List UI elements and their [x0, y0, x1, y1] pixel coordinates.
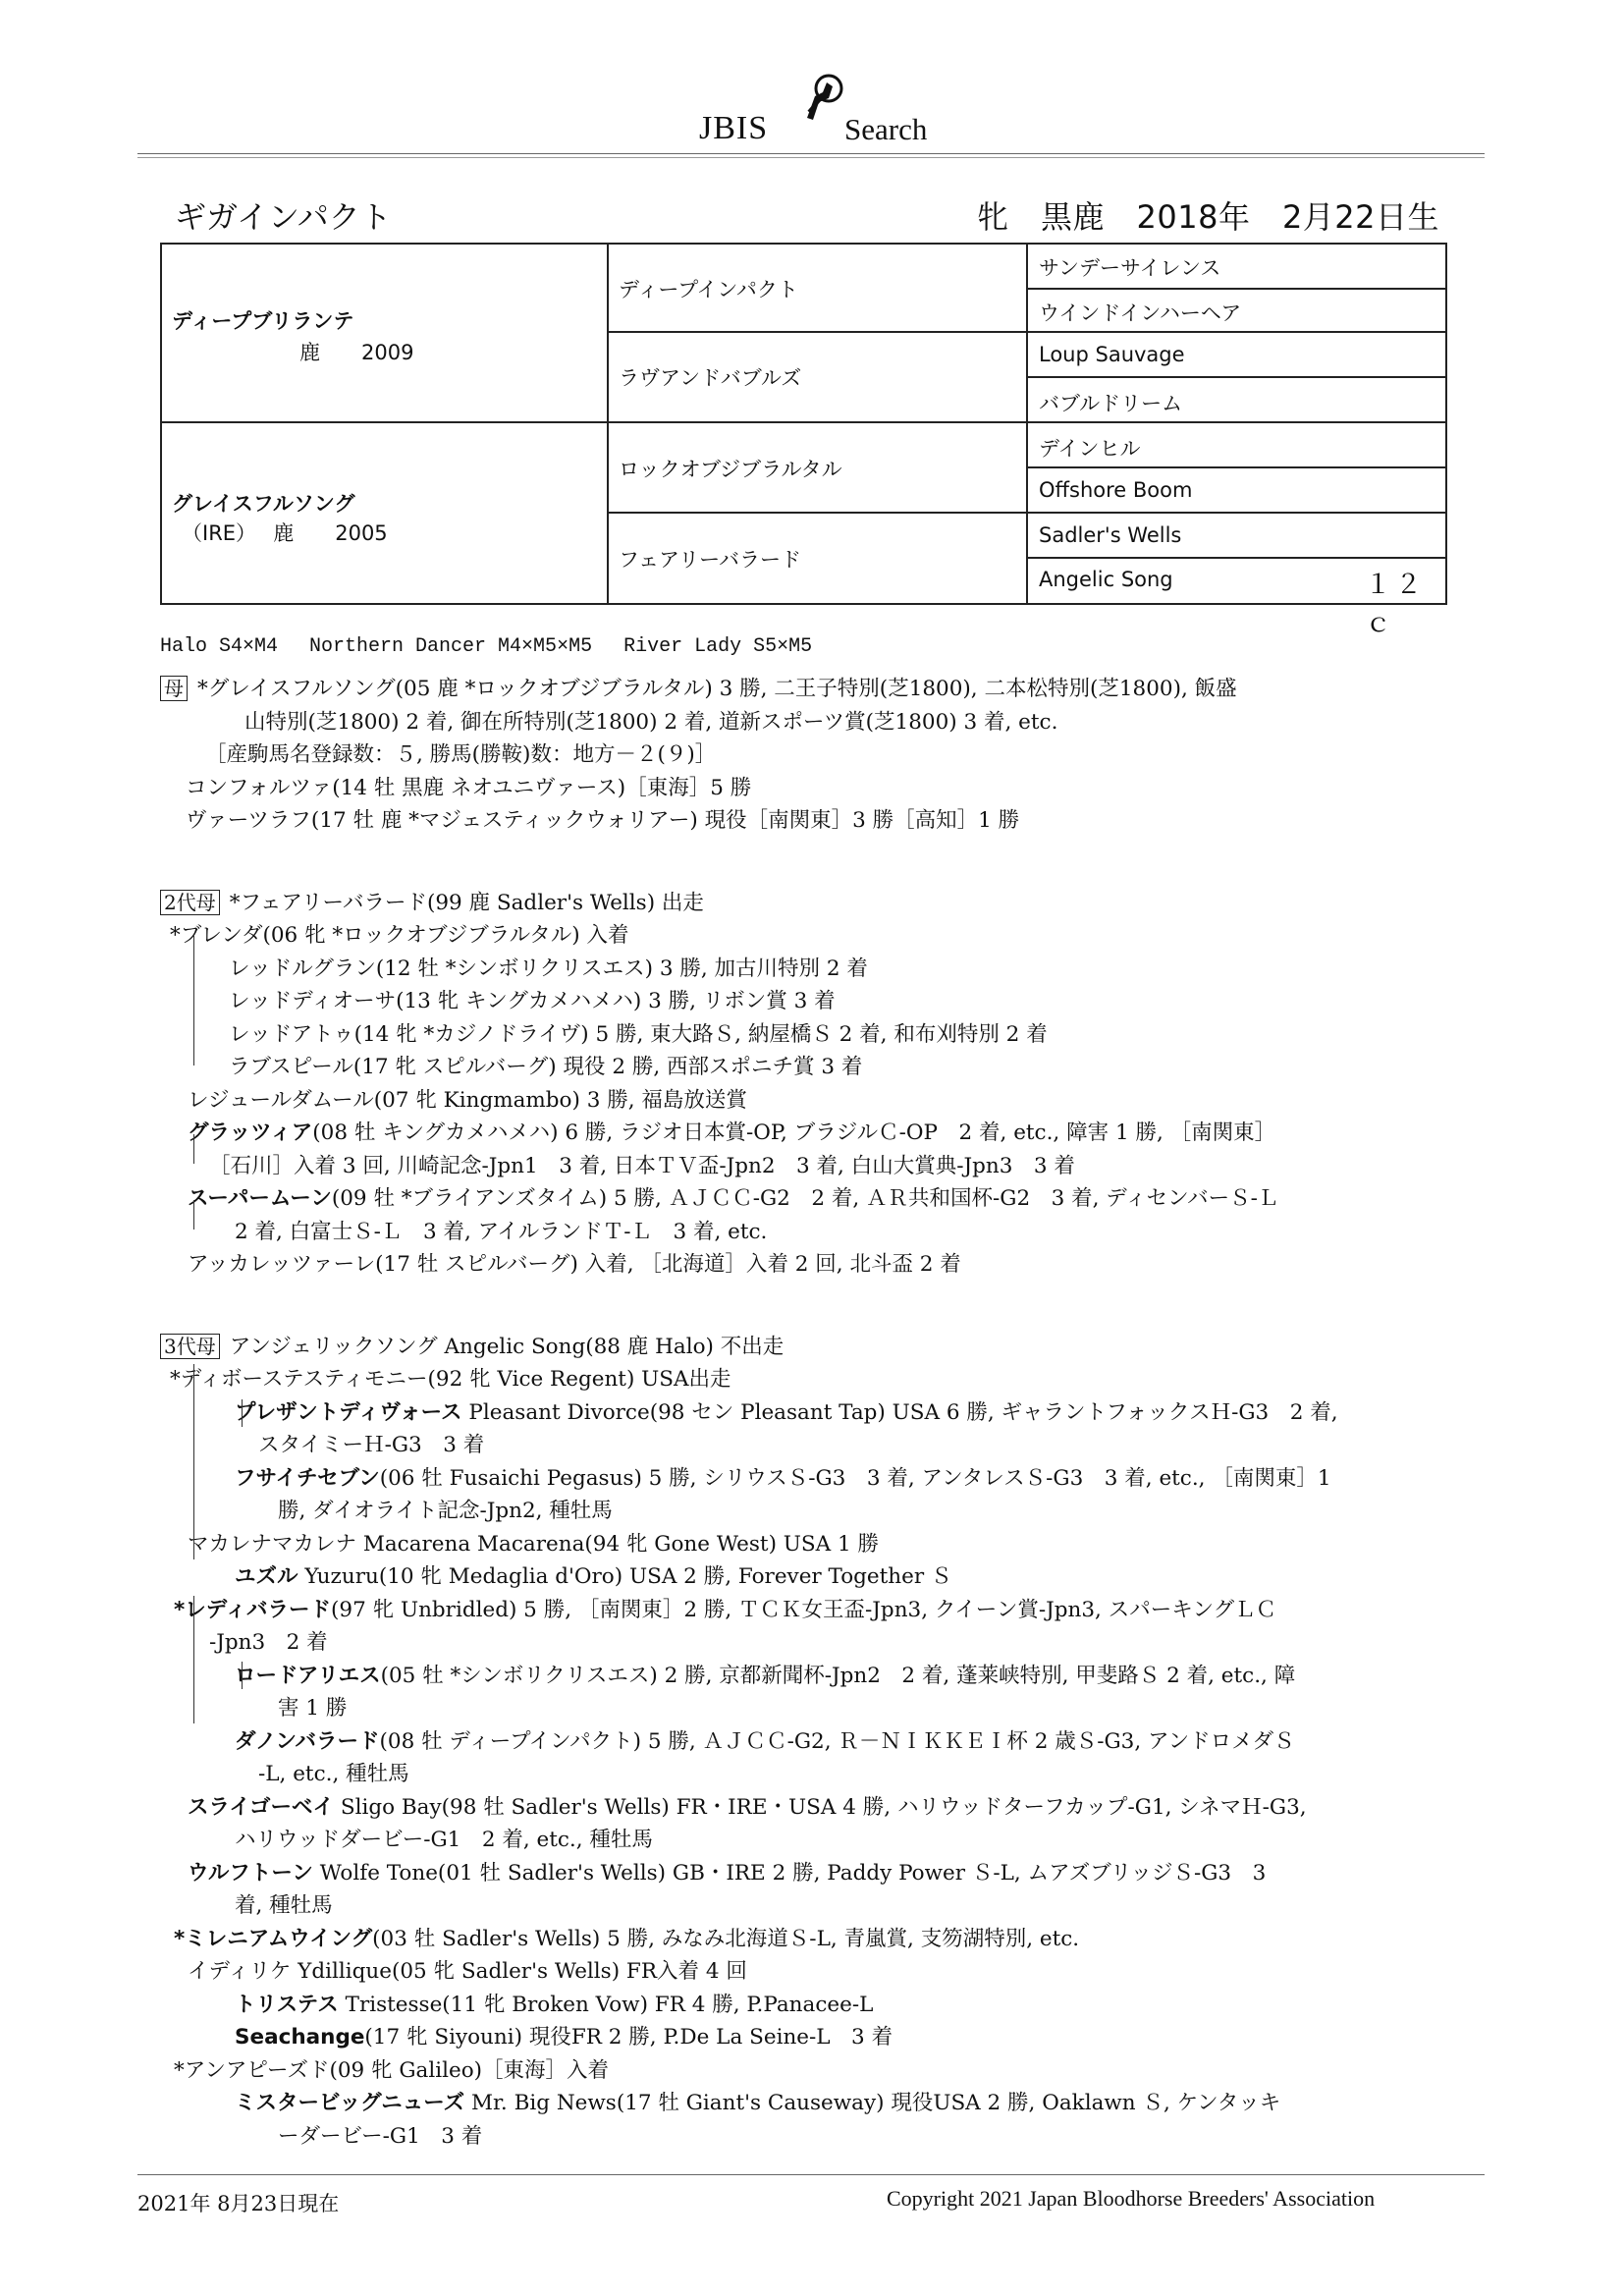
- gen3-4: バブルドリーム: [1039, 392, 1183, 415]
- record-text: Mr. Big News(17 牡 Giant's Causeway) 現役USA 2 勝, Oaklawn Ｓ, ケンタッキ: [464, 2091, 1281, 2115]
- horse-name-bold: スーパームーン: [188, 1186, 332, 1211]
- record-text: ハリウッドダービー-G1 2 着, etc., 種牡馬: [235, 1828, 653, 1852]
- record-text: *グレイスフルソング(05 鹿 *ロックオブジブラルタル) 3 勝, 二王子特別(芝1800), 二本松特別(芝1800), 飯盛: [197, 677, 1237, 701]
- record-text: スタイミーＨ-G3 3 着: [258, 1433, 485, 1457]
- list-item: [160, 804, 1495, 838]
- record-text: ヴァーツラフ(17 牡 鹿 *マジェスティックウォリアー) 現役［南関東］3 勝［高知］1 勝: [186, 808, 1020, 833]
- list-item: [160, 1889, 1495, 1923]
- divider: [1026, 557, 1445, 559]
- horse-name-bold: グラッツィア: [188, 1121, 313, 1145]
- record-text: レッドアトゥ(14 牝 *カジノドライヴ) 5 勝, 東大路Ｓ, 納屋橋Ｓ 2 着, 和布刈特別 2 着: [229, 1021, 1048, 1047]
- list-item: [160, 985, 1495, 1018]
- record-text: ［石川］入着 3 回, 川崎記念-Jpn1 3 着, 日本ＴＶ盃-Jpn2 3 着, 白山大賞典-Jpn3 3 着: [209, 1153, 1075, 1178]
- horse-name-bold: *ミレニアムウイング: [174, 1926, 373, 1951]
- record-text: *ディボーステスティモニー(92 牝 Vice Regent) USA出走: [170, 1367, 731, 1392]
- list-item: [160, 1725, 1495, 1759]
- record-text: マカレナマカレナ Macarena Macarena(94 牝 Gone West) USA 1 勝: [188, 1531, 880, 1557]
- list-item: [160, 2087, 1495, 2120]
- footer-date: 2021年 8月23日現在: [137, 2192, 340, 2215]
- divider: [607, 245, 609, 603]
- gen2-1: ディープインパクト: [619, 278, 798, 301]
- pedigree-table: [160, 243, 1447, 638]
- family-records: [160, 673, 1495, 2153]
- list-item: [160, 1955, 1495, 1989]
- horse-name-bold: Seachange: [235, 2025, 365, 2050]
- list-item: [160, 1462, 1495, 1496]
- record-text: アッカレッツァーレ(17 牡 スピルバーグ) 入着, ［北海道］入着 2 回, 北斗盃 2 着: [188, 1252, 961, 1277]
- gen3-3: Loup Sauvage: [1039, 343, 1185, 366]
- list-item: [160, 772, 1495, 805]
- record-text: (17 牝 Siyouni) 現役FR 2 勝, P.De La Seine-L 3 着: [364, 2025, 893, 2050]
- list-item: [160, 1084, 1495, 1118]
- horse-name-bold: ミスタービッグニューズ: [235, 2091, 465, 2115]
- record-text: -L, etc., 種牡馬: [258, 1762, 409, 1786]
- list-item: [160, 887, 1495, 920]
- list-item: [160, 1182, 1495, 1216]
- list-item: [160, 1363, 1495, 1396]
- tree-bar: [193, 1134, 194, 1164]
- list-item: [160, 1824, 1495, 1857]
- divider: [1026, 376, 1445, 378]
- record-text: (06 牡 Fusaichi Pegasus) 5 勝, シリウスＳ-G3 3 着, アンタレスＳ-G3 3 着, etc., ［南関東］1: [379, 1465, 1331, 1491]
- gen2-2: ラヴアンドバブルズ: [619, 366, 802, 390]
- gen3-5: デインヒル: [1039, 437, 1141, 461]
- divider: [1026, 466, 1445, 468]
- gen3-7: Sadler's Wells: [1039, 523, 1182, 547]
- record-text: (03 牡 Sadler's Wells) 5 勝, みなみ北海道Ｓ-L, 青嵐賞, 支笏湖特別, etc.: [372, 1926, 1080, 1951]
- record-text: イディリケ Ydillique(05 牝 Sadler's Wells) FR入着 4 回: [188, 1959, 747, 1984]
- horse-name-bold: トリステス: [235, 1992, 339, 2017]
- list-item: [160, 1660, 1495, 1693]
- list-item: [160, 1594, 1495, 1627]
- horse-name-bold: ダノンバラード: [235, 1728, 380, 1754]
- horse-name-bold: ウルフトーン: [188, 1860, 313, 1886]
- horse-name-bold: *レディバラード: [174, 1597, 332, 1622]
- record-text: -Jpn3 2 着: [209, 1630, 328, 1655]
- list-item: [160, 2120, 1495, 2154]
- list-item: [160, 1857, 1495, 1890]
- list-item: [160, 1248, 1495, 1282]
- horse-name-bold: ロードアリエス: [235, 1663, 381, 1688]
- gen2-4: フェアリーバラード: [619, 548, 802, 572]
- footer-copyright: Copyright 2021 Japan Bloodhorse Breeders' Association: [887, 2186, 1376, 2211]
- record-text: Yuzuru(10 牝 Medaglia d'Oro) USA 2 勝, Forever Together Ｓ: [298, 1564, 952, 1589]
- list-item: [160, 1495, 1495, 1528]
- list-item: [160, 1018, 1495, 1052]
- list-item: [160, 1923, 1495, 1956]
- list-item: [160, 1150, 1495, 1183]
- dam-name: グレイスフルソング: [172, 492, 355, 516]
- logo-jbis: JBIS: [699, 110, 769, 146]
- record-text: (05 牡 *シンボリクリスエス) 2 勝, 京都新聞杯-Jpn2 2 着, 蓬莱峡特別, 甲斐路Ｓ 2 着, etc., 障: [380, 1663, 1296, 1688]
- divider: [1026, 245, 1028, 603]
- tree-bar: [242, 1662, 243, 1689]
- header-rule: [137, 153, 1485, 158]
- record-text: 害 1 勝: [278, 1696, 348, 1721]
- record-text: 2 着, 白富士Ｓ-Ｌ 3 着, アイルランドＴ-Ｌ 3 着, etc.: [235, 1219, 768, 1244]
- list-item: [160, 673, 1495, 706]
- horse-name-bold: フサイチセブン: [235, 1465, 380, 1491]
- divider: [607, 331, 1445, 333]
- list-item: [160, 1626, 1495, 1660]
- list-item: [160, 1528, 1495, 1561]
- list-item: [160, 1692, 1495, 1725]
- list-item: [160, 2021, 1495, 2054]
- record-text: *ブレンダ(06 牝 *ロックオブジブラルタル) 入着: [170, 923, 629, 948]
- jbis-search-logo: [699, 98, 935, 147]
- dam-info: （IRE） 鹿 2005: [182, 521, 388, 545]
- record-text: *フェアリーバラード(99 鹿 Sadler's Wells) 出走: [229, 890, 704, 915]
- tree-bar: [193, 1364, 194, 1531]
- sire-info: 鹿 2009: [299, 341, 414, 364]
- record-text: Pleasant Divorce(98 セン Pleasant Tap) USA 6 勝, ギャラントフォックスＨ-G3 2 着,: [461, 1399, 1338, 1425]
- record-text: Wolfe Tone(01 牡 Sadler's Wells) GB・IRE 2 勝, Paddy Power Ｓ-L, ムアズブリッジＳ-G3 3: [312, 1860, 1267, 1886]
- list-item: [160, 919, 1495, 953]
- tree-bar: [193, 1596, 194, 1723]
- record-text: Tristesse(11 牝 Broken Vow) FR 4 勝, P.Panacee-L: [338, 1992, 874, 2017]
- record-text: レジュールダムール(07 牝 Kingmambo) 3 勝, 福島放送賞: [188, 1087, 747, 1113]
- divider: [162, 421, 1445, 423]
- horse-name-bold: スライゴーベイ: [188, 1794, 334, 1820]
- list-item: [160, 1989, 1495, 2022]
- tree-bar: [193, 1530, 194, 1559]
- family-number: １２ｃ: [1365, 570, 1426, 638]
- gen3-6: Offshore Boom: [1039, 478, 1193, 502]
- record-text: 勝, ダイオライト記念-Jpn2, 種牡馬: [278, 1499, 613, 1523]
- list-item: [160, 1051, 1495, 1084]
- list-item: [160, 706, 1495, 739]
- section-tag-2nd-dam: 2代母: [160, 890, 220, 915]
- logo-search: Search: [844, 112, 928, 146]
- list-item: [160, 738, 1495, 772]
- list-item: [160, 1331, 1495, 1364]
- record-text: (08 牡 ディープインパクト) 5 勝, ＡＪＣＣ-G2, Ｒ－ＮＩＫＫＥＩ杯 2 歳Ｓ-G3, アンドロメダＳ: [379, 1728, 1295, 1754]
- record-text: ［産駒馬名登録数：５, 勝馬(勝鞍)数：地方－２(９)］: [205, 742, 717, 767]
- list-item: [160, 2054, 1495, 2088]
- divider: [1026, 288, 1445, 290]
- gen2-3: ロックオブジブラルタル: [619, 458, 842, 481]
- list-item: [160, 1117, 1495, 1150]
- divider: [607, 512, 1445, 514]
- gen3-8: Angelic Song: [1039, 568, 1173, 591]
- horse-name: ギガインパクト: [175, 198, 392, 236]
- record-text: アンジェリックソング Angelic Song(88 鹿 Halo) 不出走: [229, 1334, 785, 1359]
- horse-details: 牝 黒鹿 2018年 2月22日生: [977, 198, 1440, 236]
- record-text: (08 牡 キングカメハメハ) 6 勝, ラジオ日本賞-OP, ブラジルＣ-OP 2 着, etc., 障害 1 勝, ［南関東］: [312, 1121, 1276, 1145]
- horse-name-bold: ユズル: [235, 1564, 298, 1589]
- record-text: *アンアピーズド(09 牝 Galileo)［東海］入着: [174, 2057, 610, 2083]
- footer-rule: [137, 2174, 1485, 2175]
- list-item: [160, 1396, 1495, 1430]
- horse-name-bold: プレザントディヴォース: [235, 1399, 462, 1425]
- record-text: Sligo Bay(98 牡 Sadler's Wells) FR・IRE・USA 4 勝, ハリウッドターフカップ-G1, シネマＨ-G3,: [334, 1794, 1307, 1820]
- record-text: 着, 種牡馬: [235, 1893, 333, 1918]
- tree-bar: [242, 1399, 243, 1427]
- inbreeding-line: Halo S4×M4 Northern Dancer M4×M5×M5 River Lady S5×M5: [160, 635, 813, 658]
- tree-bar: [193, 1200, 194, 1230]
- record-text: レッドルグラン(12 牡 *シンボリクリスエス) 3 勝, 加古川特別 2 着: [229, 956, 868, 981]
- record-text: (97 牝 Unbridled) 5 勝, ［南関東］2 勝, ＴＣＫ女王盃-Jpn3, クイーン賞-Jpn3, スパーキングＬＣ: [331, 1597, 1277, 1622]
- record-text: (09 牡 *ブライアンズタイム) 5 勝, ＡＪＣＣ-G2 2 着, ＡＲ共和国杯-G2 3 着, ディセンバーＳ-Ｌ: [331, 1186, 1279, 1211]
- record-text: ーダービー-G1 3 着: [278, 2123, 483, 2149]
- list-item: [160, 1791, 1495, 1825]
- list-item: [160, 1429, 1495, 1462]
- section-tag-dam: 母: [160, 676, 188, 701]
- gen3-1: サンデーサイレンス: [1039, 256, 1221, 280]
- list-item: [160, 953, 1495, 986]
- list-item: [160, 1216, 1495, 1249]
- horse-magnifier-icon: [793, 69, 852, 126]
- list-item: [160, 1758, 1495, 1791]
- record-text: ラブスピール(17 牝 スピルバーグ) 現役 2 勝, 西部スポニチ賞 3 着: [229, 1055, 863, 1079]
- sire-name: ディープブリランテ: [172, 309, 354, 333]
- section-tag-3rd-dam: 3代母: [160, 1334, 220, 1359]
- record-text: 山特別(芝1800) 2 着, 御在所特別(芝1800) 2 着, 道新スポーツ賞(芝1800) 3 着, etc.: [244, 709, 1058, 735]
- gen3-2: ウインドインハーヘア: [1039, 301, 1242, 325]
- list-item: [160, 1560, 1495, 1594]
- record-text: レッドディオーサ(13 牝 キングカメハメハ) 3 勝, リボン賞 3 着: [229, 989, 836, 1013]
- tree-bar: [193, 936, 194, 1066]
- record-text: コンフォルツァ(14 牡 黒鹿 ネオユニヴァース)［東海］5 勝: [186, 775, 752, 800]
